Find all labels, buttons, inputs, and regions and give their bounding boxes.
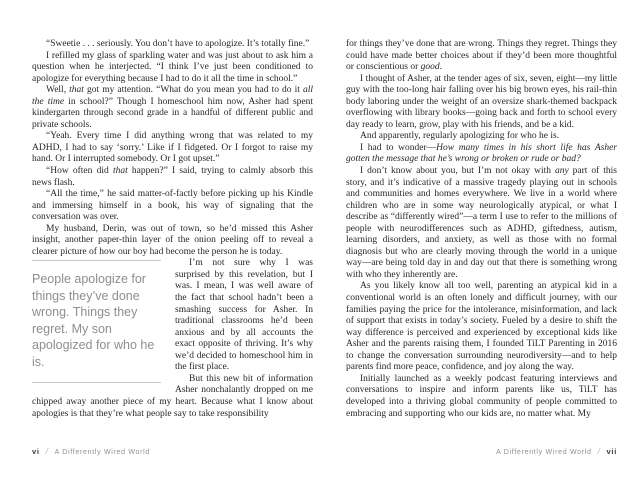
right-page-body: [346, 39, 617, 420]
right-page-footer: [346, 447, 617, 456]
paragraph: And apparently, regularly apologizing for who he is.: [360, 131, 560, 142]
left-page: [32, 39, 313, 469]
paragraph: But this new bit of information Asher nonchalantly dropped on me chipped away another piece of my heart. Because what I know about apologies is that they’re what people say to take responsibility: [32, 373, 313, 419]
left-page-number: vi: [32, 447, 40, 456]
paragraph: Well, that got my attention. “What do you mean you had to do it all the time in school?” Though I homeschool him now, Asher had spent kindergarten through second grade in a handful of different public and private schools.: [32, 85, 313, 130]
paragraph: “How often did that happen?” I said, trying to calmly absorb this news flash.: [32, 166, 313, 188]
paragraph: As you likely know all too well, parenting an atypical kid in a conventional world is an often lonely and difficult journey, with our families paying the price for the intolerance, misinformation, and lack of support that exists in today’s society. Fueled by a desire to shift the way difference is perceived and experienced by exceptional kids like Asher and the parents raising them, I founded TiLT Parenting in 2016 to change the conversation surrounding neurodiversity—and to help parents find more peace, confidence, and joy along the way.: [346, 281, 617, 373]
paragraph: My husband, Derin, was out of town, so he’d missed this Asher insight, another paper-thin layer of the onion peeling off to reveal a clearer picture of how our boy had become the person he is today.: [32, 223, 313, 257]
paragraph: “Sweetie . . . seriously. You don’t have to apologize. It’s totally fine.”: [46, 39, 310, 49]
paragraph: I had to wonder—How many times in his short life has Asher gotten the message that he’s wrong or broken or rude or bad?: [346, 142, 617, 165]
pull-quote: People apologize for things they’ve done wrong. Things they regret. My son apologized for who he is.: [32, 260, 161, 383]
footer-separator-icon: /: [597, 447, 601, 456]
paragraph: “Yeah. Every time I did anything wrong that was related to my ADHD, I had to say ‘sorry.’ Like if I fidgeted. Or I forgot to raise my hand. Or I interrupted somebody. Or I got upset.”: [32, 131, 313, 165]
paragraph: Initially launched as a weekly podcast featuring interviews and conversations to inspire and inform parents like us, TiLT has developed into a thriving global community of people committed to embracing and supporting who our kids are, no matter what. My: [346, 373, 617, 419]
left-running-title: A Differently Wired World: [54, 449, 151, 456]
paragraph: I’m not sure why I was surprised by this revelation, but I was. I mean, I was well aware of the fact that school hadn’t been a smashing success for Asher. In traditional classrooms he’d been anxious and by all accounts the exact opposite of thriving. It’s why we’d decided to homeschool him in the first place.: [175, 258, 313, 373]
right-running-title: A Differently Wired World: [496, 449, 592, 456]
paragraph: for things they’ve done that are wrong. Things they regret. Things they could have made better choices about if they’d been more thoughtful or conscientious or good.: [346, 39, 617, 73]
paragraph: “All the time,” he said matter-of-factly before picking up his Kindle and immersing himself in a book, his way of signaling that the conversation was over.: [32, 189, 313, 223]
paragraph: I don’t know about you, but I’m not okay with any part of this story, and it’s indicative of a massive tragedy playing out in schools and communities and homes everywhere. We live in a world where children who are in some way neurologically atypical, or what I describe as “differently wired”—a term I use to refer to the millions of people with neurodifferences such as ADHD, giftedness, autism, learning disorders, and anxiety, as well as those with no formal diagnosis but who are clearly moving through the world in a unique way—are being told day in and day out that there is something wrong with who they inherently are.: [346, 166, 617, 280]
paragraph: I refilled my glass of sparkling water and was just about to ask him a question when he interjected. “I think I’ve just been conditioned to apologize for everything because I had to do it all the time in school.”: [32, 50, 313, 84]
footer-separator-icon: /: [45, 447, 49, 456]
paragraph: I thought of Asher, at the tender ages of six, seven, eight—my little guy with the too-long hair falling over his big brown eyes, his rail-thin body laboring under the weight of an oversize shark-themed backpack overflowing with library books—going back and forth to school every day ready to learn, grow, play with his friends, and be a kid.: [346, 73, 617, 130]
right-page: [346, 39, 617, 469]
right-page-number: vii: [606, 447, 617, 456]
left-page-body: [32, 39, 313, 420]
left-page-footer: [32, 447, 313, 456]
